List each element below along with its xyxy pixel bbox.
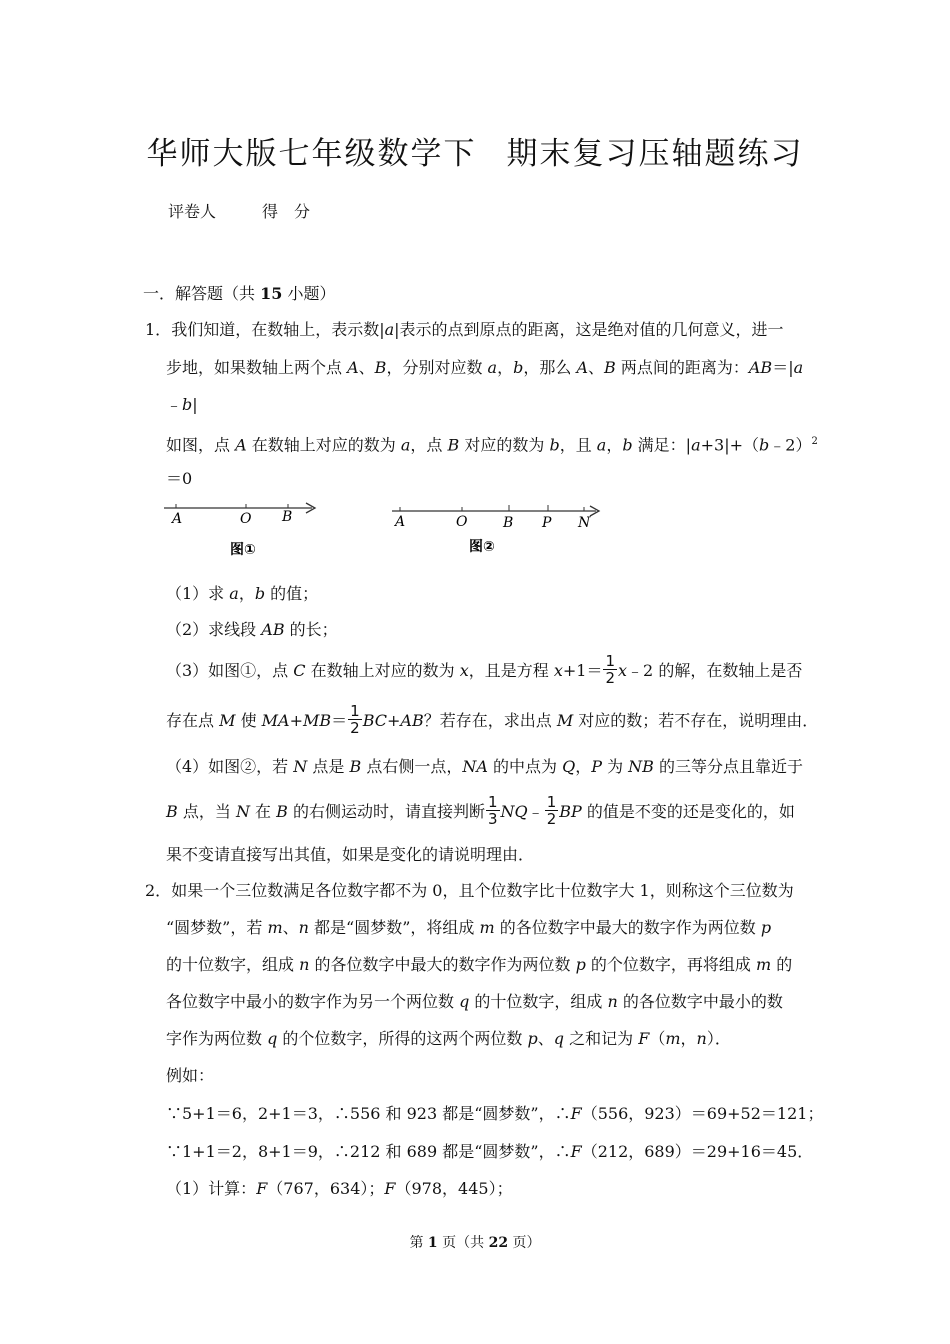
q1-line1: 1．我们知道，在数轴上，表示数|a|表示的点到原点的距离，这是绝对值的几何意义，进一	[145, 320, 784, 339]
page-number: 1	[427, 1235, 438, 1251]
score-label: 得 分	[262, 202, 311, 221]
title-part1: 华师大版七年级数学下	[146, 136, 477, 172]
q1-number: 1．	[145, 320, 172, 339]
fig2-caption: 图②	[469, 539, 495, 555]
question-count: 15	[260, 284, 283, 303]
q2-line8: ∵1+1＝2，8+1＝9，∴212 和 689 都是“圆梦数”，∴F（212，689）＝29+16＝45．	[166, 1142, 814, 1161]
q1-sub1: （1）求 a，b 的值；	[166, 584, 319, 603]
fig2-label-b: B	[503, 515, 514, 531]
section-header: 一．解答题（共 15 小题）	[143, 284, 336, 303]
reviewer-label: 评卷人	[168, 202, 217, 221]
q2-line5: 字作为两位数 q 的个位数字，所得的这两个两位数 p、q 之和记为 F（m，n）．	[166, 1029, 731, 1048]
q2-line3: 的十位数字，组成 n 的各位数字中最大的数字作为两位数 p 的个位数字，再将组成 m 的	[166, 955, 793, 974]
q1-sub3-line1: （3）如图①，点 C 在数轴上对应的数为 x，且是方程 x+1＝ $\frac{1}{2}$ x﹣2 的解，在数轴上是否	[166, 652, 803, 687]
fig1-caption: 图①	[230, 542, 256, 558]
q2-line6: 例如：	[166, 1066, 215, 1085]
q1-line3: ﹣b|	[166, 395, 198, 414]
fraction-one-half: $\frac{1}{2}$	[350, 702, 360, 737]
fraction-one-half: $\frac{1}{2}$	[546, 793, 557, 828]
q2-line1: 2．如果一个三位数满足各位数字都不为 0，且个位数字比十位数字大 1，则称这个三位数为	[145, 881, 794, 900]
figure-1-number-line	[160, 496, 330, 566]
fig2-label-o: O	[456, 514, 468, 530]
q2-line4: 各位数字中最小的数字作为另一个两位数 q 的十位数字，组成 n 的各位数字中最小的数	[166, 992, 783, 1011]
q1-sub4-line3: 果不变请直接写出其值，如果是变化的请说明理由．	[166, 845, 535, 864]
q2-number: 2．	[145, 881, 172, 900]
fig2-label-n: N	[578, 515, 591, 531]
fig1-label-a: A	[172, 511, 183, 527]
total-pages: 22	[488, 1235, 509, 1251]
q1-sub3-line2: 存在点 M 使 MA+MB＝ $\frac{1}{2}$ BC+AB？若存在，求出点 M 对应的数；若不存在，说明理由．	[166, 702, 819, 737]
figure-2-number-line	[388, 496, 608, 562]
q2-line7: ∵5+1＝6，2+1＝3，∴556 和 923 都是“圆梦数”，∴F（556，923）＝69+52＝121；	[166, 1104, 824, 1123]
page-footer: 第 1 页（共 22 页）	[409, 1235, 541, 1251]
fraction-one-third: $\frac{1}{3}$	[488, 793, 498, 828]
q1-line4: 如图，点 A 在数轴上对应的数为 a，点 B 对应的数为 b，且 a，b 满足：|a+3|+（b﹣2）$^2$	[166, 435, 818, 455]
fig1-label-o: O	[240, 511, 252, 527]
page-title	[0, 128, 950, 173]
grader-row	[168, 200, 310, 224]
title-part2: 期末复习压轴题练习	[506, 136, 804, 172]
q1-line2: 步地，如果数轴上两个点 A、B，分别对应数 a，b，那么 A、B 两点间的距离为：AB＝|a	[166, 358, 804, 377]
q2-line2: “圆梦数”，若 m、n 都是“圆梦数”，将组成 m 的各位数字中最大的数字作为两位数 p	[166, 918, 772, 937]
q2-sub1: （1）计算：F（767，634）；F（978，445）；	[166, 1179, 513, 1198]
fraction-one-half: $\frac{1}{2}$	[605, 652, 616, 687]
fig2-label-a: A	[395, 514, 406, 530]
fig2-label-p: P	[542, 515, 552, 531]
q1-sub2: （2）求线段 AB 的长；	[166, 620, 338, 639]
q1-sub4-line1: （4）如图②，若 N 点是 B 点右侧一点，NA 的中点为 Q，P 为 NB 的三等分点且靠近于	[166, 757, 804, 776]
fig1-label-b: B	[282, 509, 293, 525]
q1-line5: ＝0	[166, 469, 193, 488]
q1-sub4-line2: B 点，当 N 在 B 的右侧运动时，请直接判断 $\frac{1}{3}$ NQ﹣ $\frac{1}{2}$ BP 的值是不变的还是变化的，如	[166, 793, 795, 828]
